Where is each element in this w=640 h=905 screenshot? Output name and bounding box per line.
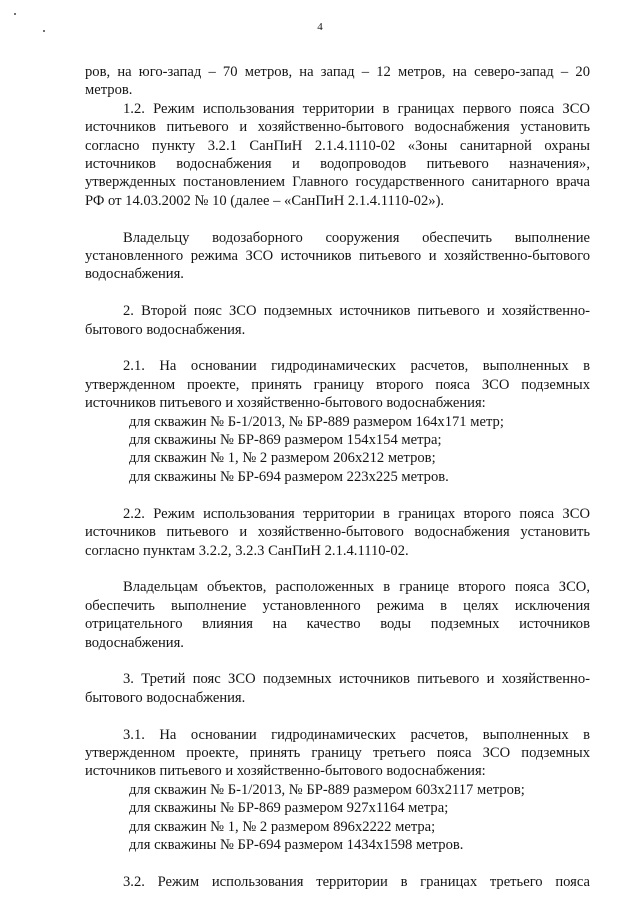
paragraph-owner-obligation: Владельцу водозаборного сооружения обеспечить выполнение установленного режима ЗСО источников питьевого и хозяйственно-бытового водоснабжения. (85, 229, 590, 283)
document-body (85, 63, 590, 891)
paragraph-continuation: ров, на юго-запад – 70 метров, на запад – 12 метров, на северо-запад – 20 метров. (85, 64, 590, 99)
list-item: для скважин № Б-1/2013, № БР-889 размером 603х2117 метров; (129, 781, 525, 798)
page-number: 4 (317, 21, 323, 33)
paragraph-1-2: 1.2. Режим использования территории в границах первого пояса ЗСО источников питьевого и хозяйственно-бытового водоснабжения установить согласно пункту 3.2.1 СанПиН 2.1.4.1110-02 «Зоны санитарной охраны источников водоснабжения и водопроводов питьевого назначения», утвержденных постановлением Главного государственного санитарного врача РФ от 14.03.2002 № 10 (далее – «СанПиН 2.1.4.1110-02»). (85, 100, 590, 209)
paragraph-2-2: 2.2. Режим использования территории в границах второго пояса ЗСО источников питьевого и хозяйственно-бытового водоснабжения установить согласно пунктам 3.2.2, 3.2.3 СанПиН 2.1.4.1110-02. (85, 505, 590, 559)
paragraph-objects-owners: Владельцам объектов, расположенных в границе второго пояса ЗСО, обеспечить выполнение установленного режима в целях исключения отрицательного влияния на качество воды подземных источников водоснабжения. (85, 579, 590, 651)
scan-speck (14, 13, 16, 15)
paragraph-3-1: 3.1. На основании гидродинамических расчетов, выполненных в утвержденном проекте, принять границу третьего пояса ЗСО подземных источников питьевого и хозяйственно-бытового водоснабжения: (85, 726, 590, 780)
list-item: для скважины № БР-869 размером 154х154 метра; (129, 432, 442, 449)
paragraph-3-2: 3.2. Режим использования территории в границах третьего пояса (123, 873, 590, 890)
list-item: для скважин № Б-1/2013, № БР-889 размером 164х171 метр; (129, 413, 504, 430)
list-item: для скважин № 1, № 2 размером 896х2222 метра; (129, 818, 436, 835)
section-3-heading: 3. Третий пояс ЗСО подземных источников питьевого и хозяйственно-бытового водоснабжения. (85, 671, 590, 706)
paragraph-2-1: 2.1. На основании гидродинамических расчетов, выполненных в утвержденном проекте, принять границу второго пояса ЗСО подземных источников питьевого и хозяйственно-бытового водоснабжения: (85, 358, 590, 412)
zone-3-size-list (85, 781, 590, 855)
list-item: для скважин № 1, № 2 размером 206х212 метров; (129, 450, 436, 467)
list-item: для скважины № БР-869 размером 927х1164 метра; (129, 800, 449, 817)
zone-2-size-list (85, 413, 590, 487)
section-2-heading: 2. Второй пояс ЗСО подземных источников питьевого и хозяйственно-бытового водоснабжения. (85, 303, 590, 338)
list-item: для скважины № БР-694 размером 1434х1598 метров. (129, 836, 464, 853)
list-item: для скважины № БР-694 размером 223х225 метров. (129, 468, 449, 485)
